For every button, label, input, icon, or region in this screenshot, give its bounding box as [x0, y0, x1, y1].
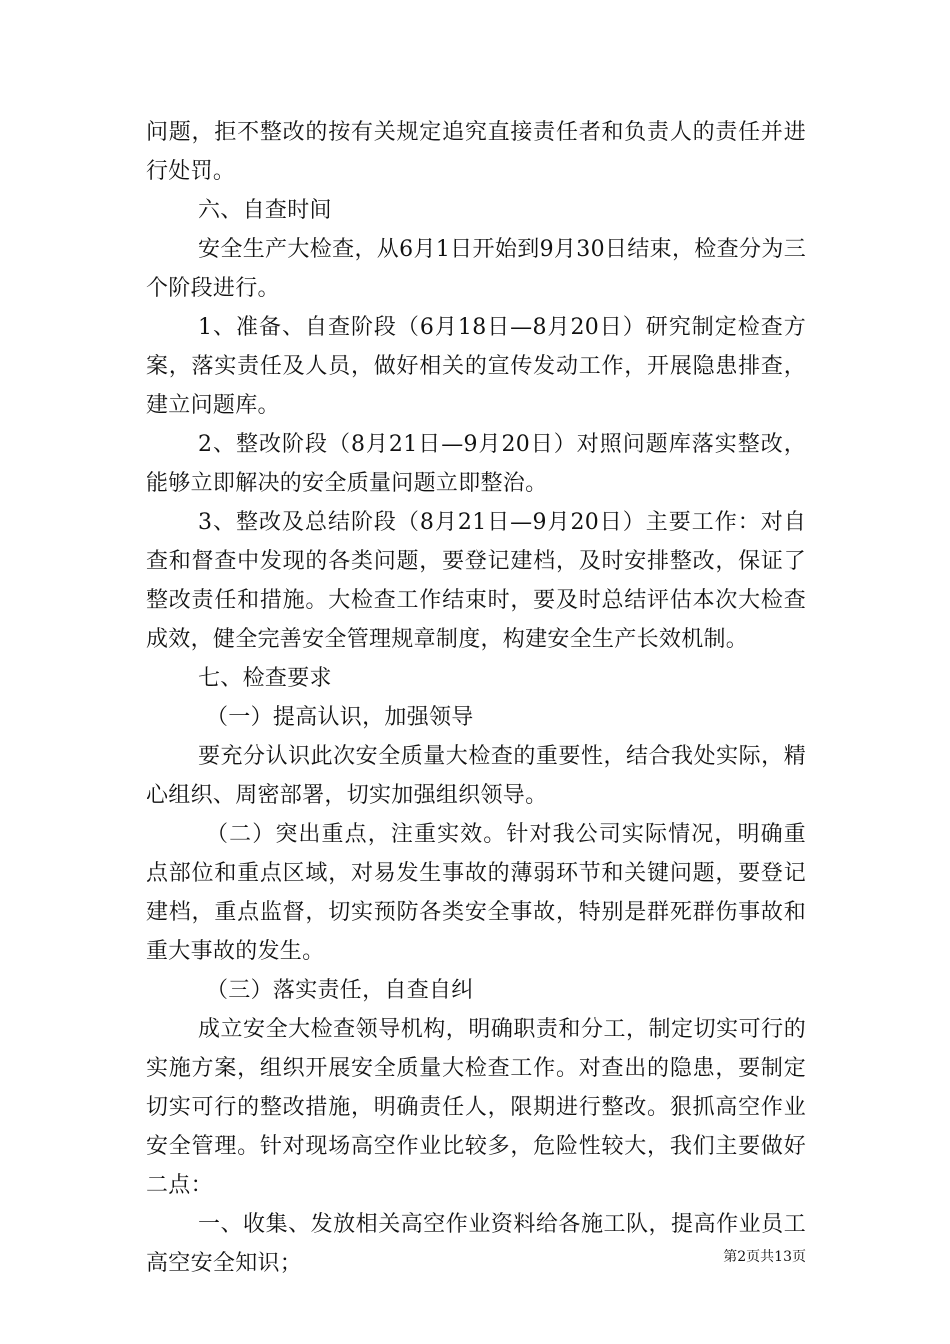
paragraph-item-one: 一、收集、发放相关高空作业资料给各施工队，提高作业员工高空安全知识； [146, 1212, 806, 1276]
subheading-awareness: （一）提高认识，加强领导 [206, 705, 474, 730]
section-heading-self-check-time: 六、自查时间 [198, 198, 332, 223]
subheading-responsibility: （三）落实责任，自查自纠 [206, 978, 474, 1003]
paragraph-stage-3: 3、整改及总结阶段（8月21日—9月20日）主要工作：对自查和督查中发现的各类问题，要登记建档，及时安排整改，保证了整改责任和措施。大检查工作结束时，要及时总结评估本次大检查成效，健全完善安全管理规章制度，构建安全生产长效机制。 [146, 510, 806, 652]
document-body [146, 113, 806, 1283]
paragraph-stage-1: 1、准备、自查阶段（6月18日—8月20日）研究制定检查方案，落实责任及人员，做好相关的宣传发动工作，开展隐患排查，建立问题库。 [146, 315, 806, 418]
paragraph-stage-2: 2、整改阶段（8月21日—9月20日）对照问题库落实整改，能够立即解决的安全质量问题立即整治。 [146, 432, 806, 496]
section-heading-requirements: 七、检查要求 [198, 666, 332, 691]
paragraph-continuation: 问题，拒不整改的按有关规定追究直接责任者和负责人的责任并进行处罚。 [146, 120, 806, 184]
page-number: 第2页共13页 [723, 1249, 806, 1265]
paragraph-key-points: （二）突出重点，注重实效。针对我公司实际情况，明确重点部位和重点区域，对易发生事故的薄弱环节和关键问题，要登记建档，重点监督，切实预防各类安全事故，特别是群死群伤事故和重大事故的发生。 [146, 822, 806, 964]
paragraph-inspection-period: 安全生产大检查，从6月1日开始到9月30日结束，检查分为三个阶段进行。 [146, 237, 806, 301]
paragraph-awareness: 要充分认识此次安全质量大检查的重要性，结合我处实际，精心组织、周密部署，切实加强组织领导。 [146, 744, 806, 808]
paragraph-responsibility: 成立安全大检查领导机构，明确职责和分工，制定切实可行的实施方案，组织开展安全质量大检查工作。对查出的隐患，要制定切实可行的整改措施，明确责任人，限期进行整改。狠抓高空作业安全管理。针对现场高空作业比较多，危险性较大，我们主要做好二点： [146, 1017, 806, 1198]
